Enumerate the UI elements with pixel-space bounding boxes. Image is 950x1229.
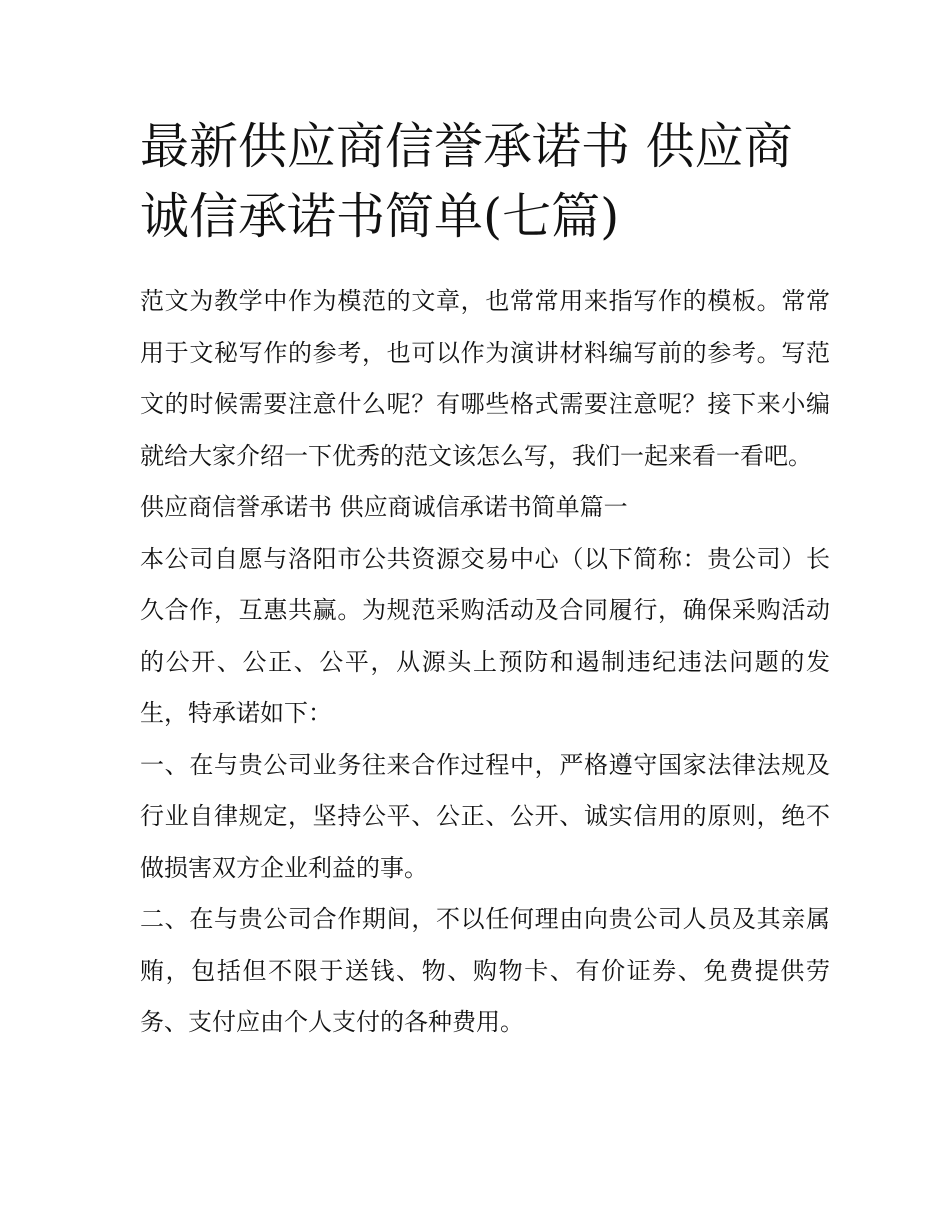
clause-one-paragraph: 一、在与贵公司业务往来合作过程中，严格遵守国家法律法规及行业自律规定，坚持公平、公正、公开、诚实信用的原则，绝不做损害双方企业利益的事。	[140, 750, 830, 882]
body-paragraph: 本公司自愿与洛阳市公共资源交易中心（以下简称：贵公司）长久合作，互惠共赢。为规范采购活动及合同履行，确保采购活动的公开、公正、公平，从源头上预防和遏制违纪违法问题的发生，特承诺如下：	[140, 544, 830, 727]
document-title: 最新供应商信誉承诺书 供应商诚信承诺书简单(七篇)	[140, 118, 793, 245]
intro-paragraph: 范文为教学中作为模范的文章，也常常用来指写作的模板。常常用于文秘写作的参考，也可以作为演讲材料编写前的参考。写范文的时候需要注意什么呢？有哪些格式需要注意呢？接下来小编就给大家介绍一下优秀的范文该怎么写，我们一起来看一看吧。	[140, 287, 830, 470]
document-body	[140, 276, 830, 1049]
clause-two-paragraph: 二、在与贵公司合作期间，不以任何理由向贵公司人员及其亲属贿，包括但不限于送钱、物、购物卡、有价证券、免费提供劳务、支付应由个人支付的各种费用。	[140, 905, 830, 1036]
section-heading: 供应商信誉承诺书 供应商诚信承诺书简单篇一	[140, 493, 628, 521]
